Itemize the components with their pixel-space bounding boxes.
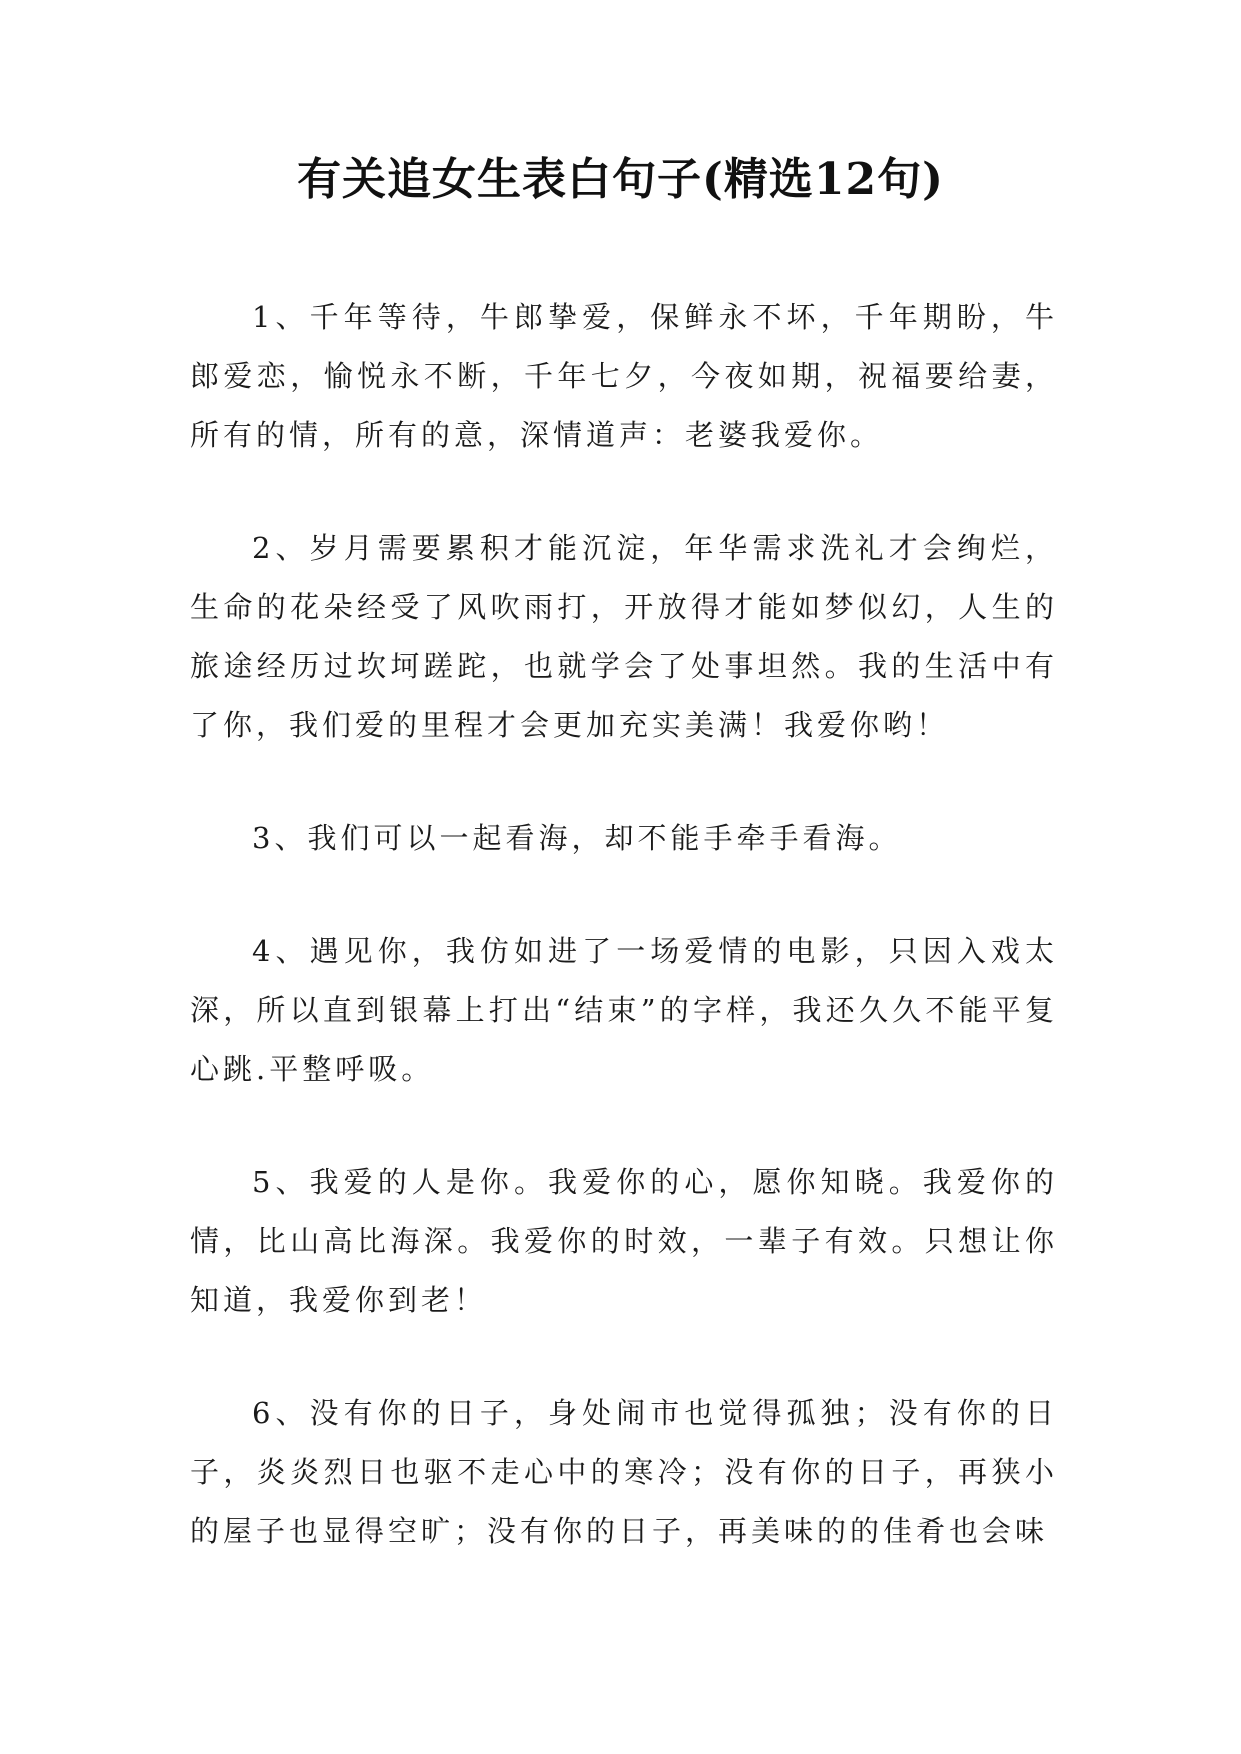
paragraph-6: 6、没有你的日子，身处闹市也觉得孤独；没有你的日子，炎炎烈日也驱不走心中的寒冷；没有你的日子，再狭小的屋子也显得空旷；没有你的日子，再美味的的佳肴也会味 <box>190 1396 1058 1548</box>
paragraph-2: 2、岁月需要累积才能沉淀，年华需求洗礼才会绚烂，生命的花朵经受了风吹雨打，开放得才能如梦似幻，人生的旅途经历过坎坷蹉跎，也就学会了处事坦然。我的生活中有了你，我们爱的里程才会更加充实美满！我爱你哟！ <box>190 531 1058 742</box>
paragraph-4: 4、遇见你，我仿如进了一场爱情的电影，只因入戏太深，所以直到银幕上打出“结束”的字样，我还久久不能平复心跳.平整呼吸。 <box>190 934 1058 1086</box>
paragraph-5: 5、我爱的人是你。我爱你的心，愿你知晓。我爱你的情，比山高比海深。我爱你的时效，一辈子有效。只想让你知道，我爱你到老！ <box>190 1165 1058 1317</box>
document-title: 有关追女生表白句子(精选12句) <box>297 154 944 205</box>
document-body <box>190 288 1058 1615</box>
paragraph-3: 3、我们可以一起看海，却不能手牵手看海。 <box>252 821 902 855</box>
paragraph-1: 1、千年等待，牛郎挚爱，保鲜永不坏，千年期盼，牛郎爱恋，愉悦永不断，千年七夕，今夜如期，祝福要给妻，所有的情，所有的意，深情道声：老婆我爱你。 <box>190 300 1058 452</box>
